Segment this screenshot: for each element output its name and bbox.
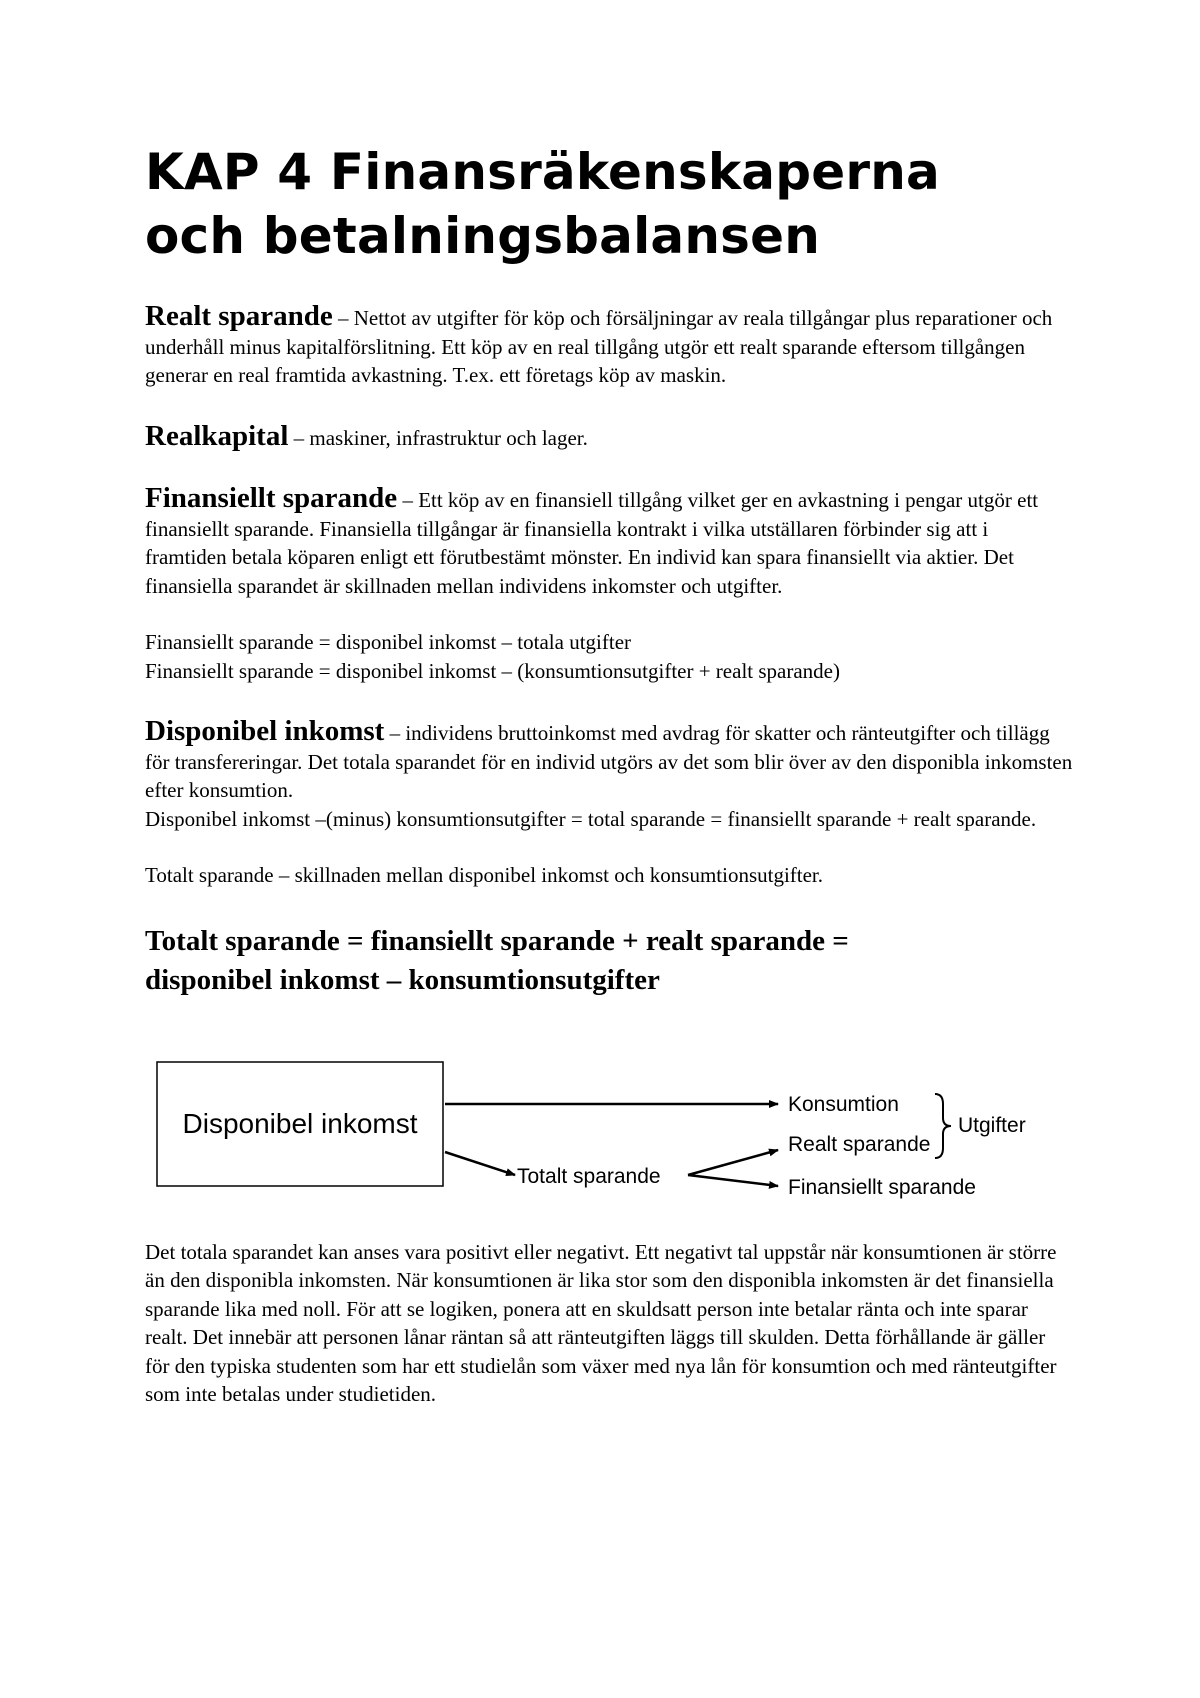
section-finansiellt-sparande bbox=[145, 484, 1075, 600]
formula-1: Finansiellt sparande = disponibel inkomst – totala utgifter bbox=[145, 630, 632, 654]
section-disponibel-inkomst bbox=[145, 717, 1075, 805]
definition-realkapital: – maskiner, infrastruktur och lager. bbox=[288, 425, 588, 450]
document-page bbox=[145, 140, 1075, 1409]
title-line-1: KAP 4 Finansräkenskaperna bbox=[145, 143, 940, 201]
closing-paragraph: Det totala sparandet kan anses vara positivt eller negativt. Ett negativt tal uppstår när konsumtionen är större än den disponibla inkomsten. När konsumtionen är lika stor som den disponibla inkomsten är det finansiella sparande lika med noll. För att se logiken, ponera att en skuldsatt person inte betalar ränta och inte sparar realt. Det innebär att personen lånar räntan så att ränteutgiften läggs till skulden. Detta förhållande är gäller för den typiska studenten som har ett studielån som växer med nya lån för konsumtion och med ränteutgifter som inte betalas under studietiden. bbox=[145, 1239, 1057, 1406]
section-realkapital bbox=[145, 419, 1075, 453]
savings-diagram bbox=[145, 1048, 1075, 1208]
utgifter-brace bbox=[935, 1094, 951, 1158]
arrow-to-finansiellt-sparande bbox=[688, 1175, 778, 1186]
arrow-to-realt-sparande bbox=[688, 1150, 778, 1175]
finansiellt-sparande-node: Finansiellt sparande bbox=[788, 1175, 976, 1199]
title-line-2: och betalningsbalansen bbox=[145, 207, 821, 265]
realt-sparande-node: Realt sparande bbox=[788, 1132, 931, 1156]
totalt-sparande-definition: Totalt sparande – skillnaden mellan disponibel inkomst och konsumtionsutgifter. bbox=[145, 863, 824, 887]
page-title bbox=[145, 140, 1075, 268]
summary-formula-line-1: Totalt sparande = finansiellt sparande + realt sparande = bbox=[145, 924, 849, 957]
section-realt-sparande bbox=[145, 302, 1075, 390]
term-realkapital: Realkapital bbox=[145, 419, 289, 452]
totalt-sparande-node: Totalt sparande bbox=[517, 1164, 661, 1188]
arrow-to-totalt-sparande bbox=[445, 1152, 515, 1175]
summary-formula bbox=[145, 922, 1075, 1000]
term-finansiellt-sparande: Finansiellt sparande bbox=[145, 482, 398, 514]
definition-finansiellt-sparande: – Ett köp av en finansiell tillgång vilket ger en avkastning i pengar utgör ett finansiellt sparande. Finansiella tillgångar är finansiella kontrakt i vilka utställaren förbinder sig att i framtiden betala köparen enligt ett förutbestämt mönster. En individ kan spara finansiellt via aktier. Det finansiella sparandet är skillnaden mellan individens inkomster och utgifter. bbox=[145, 488, 1039, 598]
term-disponibel-inkomst: Disponibel inkomst bbox=[145, 715, 385, 747]
term-realt-sparande: Realt sparande bbox=[145, 300, 333, 332]
disponibel-inkomst-label: Disponibel inkomst bbox=[182, 1107, 418, 1139]
utgifter-label: Utgifter bbox=[958, 1113, 1026, 1137]
savings-diagram-svg bbox=[145, 1048, 1075, 1208]
konsumtion-node: Konsumtion bbox=[788, 1092, 899, 1116]
disponibel-formula: Disponibel inkomst –(minus) konsumtionsutgifter = total sparande = finansiellt sparande + realt sparande. bbox=[145, 806, 1037, 831]
formula-2: Finansiellt sparande = disponibel inkomst – (konsumtionsutgifter + realt sparande) bbox=[145, 658, 840, 683]
definition-disponibel-inkomst: – individens bruttoinkomst med avdrag för skatter och ränteutgifter och tillägg för transfereringar. Det totala sparandet för en individ utgörs av det som blir över av den disponibla inkomsten efter konsumtion. bbox=[145, 721, 1073, 802]
definition-realt-sparande: – Nettot av utgifter för köp och försäljningar av reala tillgångar plus reparationer och underhåll minus kapitalförslitning. Ett köp av en real tillgång utgör ett realt sparande eftersom tillgången generar en real framtida avkastning. T.ex. ett företags köp av maskin. bbox=[145, 306, 1053, 387]
summary-formula-line-2: disponibel inkomst – konsumtionsutgifter bbox=[145, 963, 660, 996]
